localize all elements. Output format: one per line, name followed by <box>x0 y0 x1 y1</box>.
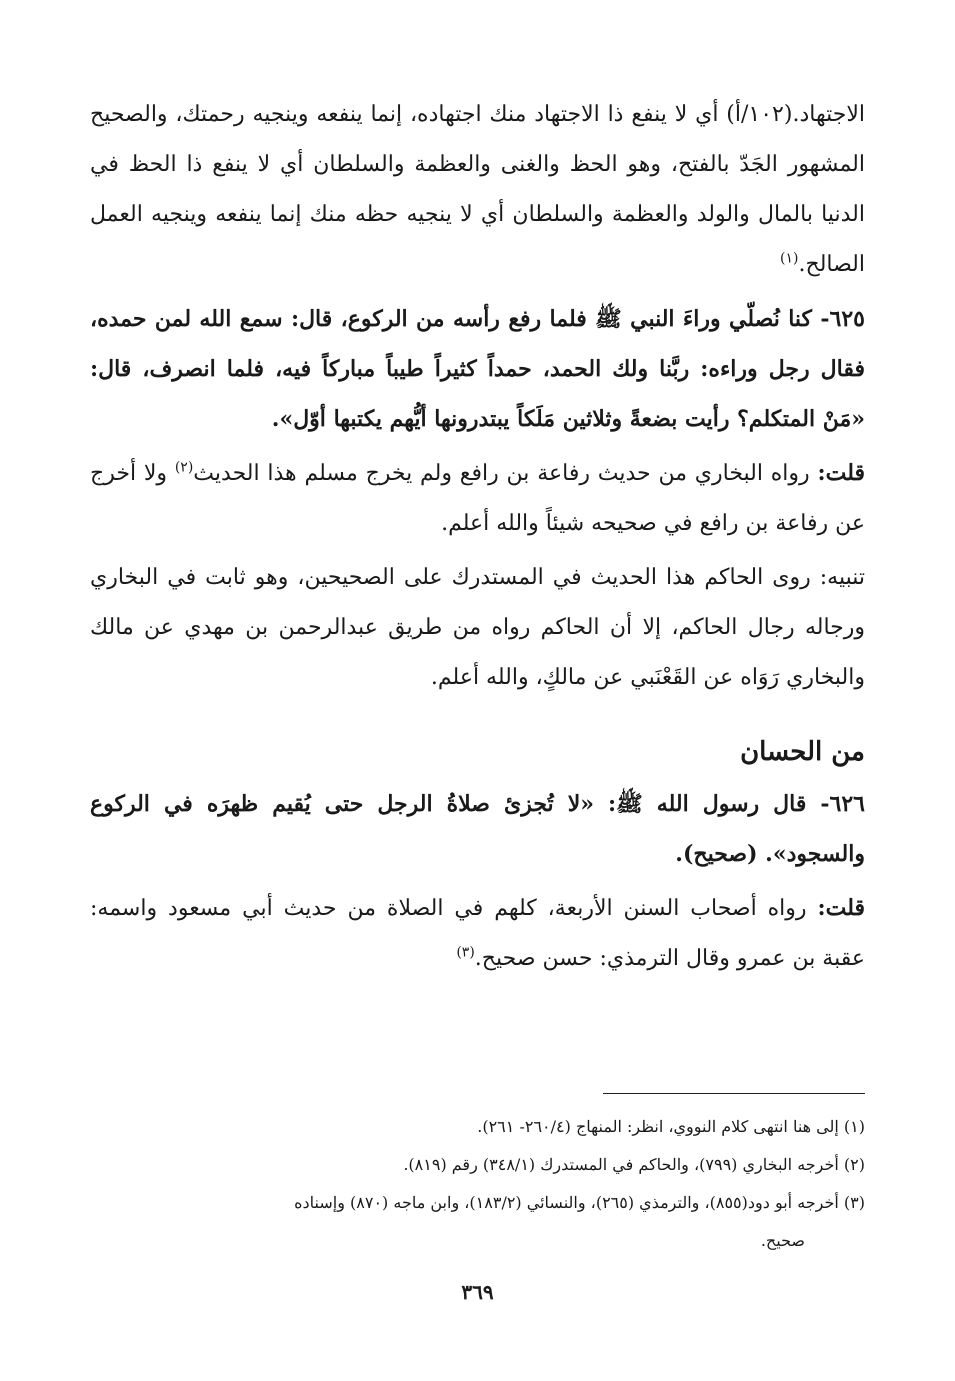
commentary-626-text: رواه أصحاب السنن الأربعة، كلهم في الصلاة من حديث أبي مسعود واسمه: عقبة بن عمرو وقال الترمذي: حسن صحيح. <box>90 896 865 971</box>
footnote-divider <box>603 1093 865 1094</box>
footnote-ref-2[interactable]: (٢) <box>174 459 194 476</box>
tanbih-paragraph: تنبيه: روى الحاكم هذا الحديث في المستدرك على الصحيحين، وهو ثابت في البخاري ورجاله رجال الحاكم، إلا أن الحاكم رواه من طريق عبدالرحمن بن مهدي عن مالك والبخاري رَوَاه عن القَعْنَبي عن مالكٍ، والله أعلم. <box>90 565 865 690</box>
commentary-625-text-a: رواه البخاري من حديث رفاعة بن رافع ولم يخرج مسلم هذا الحديث <box>193 461 818 486</box>
qult-label-2: قلت: <box>817 895 865 921</box>
hadith-625: ٦٢٥- كنا نُصلّي وراءَ النبي ﷺ فلما رفع رأسه من الركوع، قال: سمع الله لمن حمده، فقال رجل وراءه: ربَّنا ولك الحمد، حمداً كثيراً طيباً مباركاً فيه، فلما انصرف، قال: «مَنْ المتكلم؟ رأيت بضعةً وثلاثين مَلَكاً يبتدرونها أيُّهم يكتبها أوّل». <box>90 306 865 432</box>
footnote-2: (٢) أخرجه البخاري (٧٩٩)، والحاكم في المستدرك (٣٤٨/١) رقم (٨١٩). <box>403 1155 865 1174</box>
footnote-3: (٣) أخرجه أبو دود(٨٥٥)، والترمذي (٢٦٥)، والنسائي (١٨٣/٢)، وابن ماجه (٨٧٠) وإسناده <box>294 1193 865 1212</box>
commentary-625-text-b: ولا أخرج عن رفاعة بن رافع في صحيحه شيئاً والله أعلم. <box>90 461 865 536</box>
section-heading: من الحسان <box>740 737 865 767</box>
footnote-ref-3[interactable]: (٣) <box>456 944 475 961</box>
page-body <box>90 90 865 984</box>
footnote-3-continued: صحيح. <box>760 1231 805 1250</box>
intro-paragraph <box>90 90 865 290</box>
qult-label: قلت: <box>817 460 865 486</box>
hadith-626: ٦٢٦- قال رسول الله ﷺ: «لا تُجزئ صلاةُ الرجل حتى يُقيم ظهرَه في الركوع والسجود». (صحيح). <box>90 791 865 867</box>
footnote-1: (١) إلى هنا انتهى كلام النووي، انظر: المنهاج (٢٦٠/٤- ٢٦١). <box>477 1117 865 1136</box>
commentary-625 <box>90 448 865 549</box>
footnote-ref-1[interactable]: (١) <box>780 250 799 267</box>
footnotes <box>90 1108 865 1260</box>
page-number: ٣٦٩ <box>461 1280 494 1304</box>
commentary-626 <box>90 883 865 984</box>
intro-text: الاجتهاد.(١٠٢/أ) أي لا ينفع ذا الاجتهاد منك اجتهاده، إنما ينفعه وينجيه رحمتك، والصحيح المشهور الجَدّ بالفتح، وهو الحظ والغنى والعظمة والسلطان أي لا ينفع ذا الحظ في الدنيا بالمال والولد والعظمة والسلطان أي لا ينجيه حظه منك إنما ينفعه وينجيه العمل الصالح. <box>90 102 865 277</box>
